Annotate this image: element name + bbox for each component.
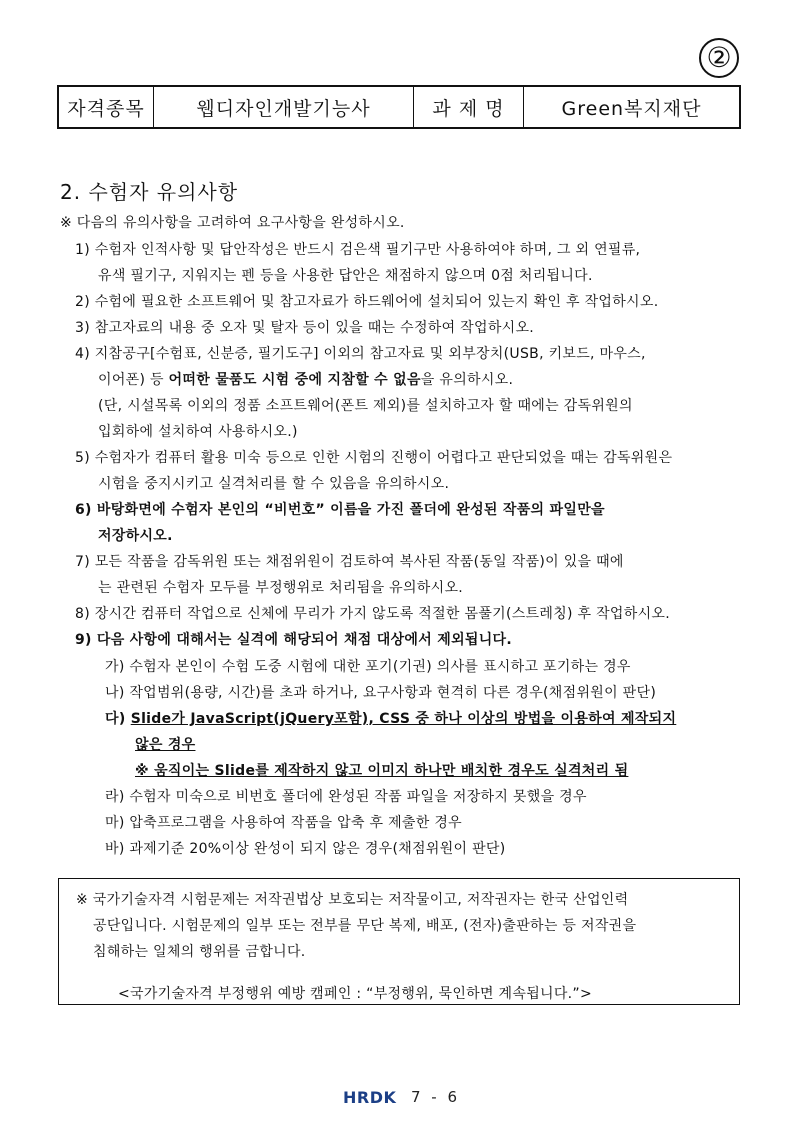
item-5-line-2: 시험을 중지시키고 실격처리를 할 수 있음을 유의하시오. <box>98 476 450 492</box>
qualification-value: 웹디자인개발기능사 <box>154 87 414 127</box>
item-4-emphasis: 어떠한 물품도 시험 중에 지참할 수 없음 <box>168 372 421 388</box>
section-title: 2. 수험자 유의사항 <box>60 180 239 204</box>
exam-info-table <box>57 85 741 129</box>
item-9-da-line-1 <box>105 708 676 728</box>
item-4-line-2-start: 이어폰) 등 <box>98 372 169 388</box>
item-6-line-2: 저장하시오. <box>98 528 173 544</box>
hrdk-logo: HRDK <box>343 1088 397 1107</box>
item-9-ma: 마) 압축프로그램을 사용하여 작품을 압축 후 제출한 경우 <box>105 815 462 831</box>
item-4-line-1: 4) 지참공구[수험표, 신분증, 필기도구] 이외의 참고자료 및 외부장치(USB, 키보드, 마우스, <box>75 346 646 362</box>
item-4-line-2-end: 을 유의하시오. <box>420 372 514 388</box>
notice-line-3: 침해하는 일체의 행위를 금합니다. <box>93 944 306 960</box>
intro-note: ※ 다음의 유의사항을 고려하여 요구사항을 완성하시오. <box>60 215 405 231</box>
item-9-da-note: ※ 움직이는 Slide를 제작하지 않고 이미지 하나만 배치한 경우도 실격처리 됨 <box>135 763 629 779</box>
item-9-na: 나) 작업범위(용량, 시간)를 초과 하거나, 요구사항과 현격히 다른 경우(채점위원이 판단) <box>105 685 657 701</box>
item-5-line-1: 5) 수험자가 컴퓨터 활용 미숙 등으로 인한 시험의 진행이 어렵다고 판단되었을 때는 감독위원은 <box>75 450 673 466</box>
item-7-line-2: 는 관련된 수험자 모두를 부정행위로 처리됨을 유의하시오. <box>98 580 464 596</box>
notice-campaign: <국가기술자격 부정행위 예방 캠페인 : “부정행위, 묵인하면 계속됩니다.”> <box>118 986 593 1002</box>
item-9-ga: 가) 수험자 본인이 수험 도중 시험에 대한 포기(기권) 의사를 표시하고 포기하는 경우 <box>105 659 631 675</box>
task-label: 과 제 명 <box>414 87 524 127</box>
item-9-ba: 바) 과제기준 20%이상 완성이 되지 않은 경우(채점위원이 판단) <box>105 841 506 857</box>
item-9-ra: 라) 수험자 미숙으로 비번호 폴더에 완성된 작품 파일을 저장하지 못했을 경우 <box>105 789 587 805</box>
item-4-line-3: (단, 시설목록 이외의 정품 소프트웨어(폰트 제외)를 설치하고자 할 때에는 감독위원의 <box>98 398 633 414</box>
item-2: 2) 수험에 필요한 소프트웨어 및 참고자료가 하드웨어에 설치되어 있는지 확인 후 작업하시오. <box>75 294 659 310</box>
item-6-line-1: 6) 바탕화면에 수험자 본인의 “비번호” 이름을 가진 폴더에 완성된 작품의 파일만을 <box>75 502 605 518</box>
item-7-line-1: 7) 모든 작품을 감독위원 또는 채점위원이 검토하여 복사된 작품(동일 작품)이 있을 때에 <box>75 554 624 570</box>
item-3: 3) 참고자료의 내용 중 오자 및 탈자 등이 있을 때는 수정하여 작업하시오. <box>75 320 535 336</box>
notice-line-1: ※ 국가기술자격 시험문제는 저작권법상 보호되는 저작물이고, 저작권자는 한국 산업인력 <box>76 892 629 908</box>
notice-line-2: 공단입니다. 시험문제의 일부 또는 전부를 무단 복제, 배포, (전자)출판하는 등 저작권을 <box>93 918 637 934</box>
task-value: Green복지재단 <box>561 97 702 120</box>
item-9-da-text: Slide가 JavaScript(jQuery포함), CSS 중 하나 이상의 방법을 이용하여 제작되지 <box>130 711 677 727</box>
qualification-label: 자격종목 <box>59 87 154 127</box>
item-1-line-1: 1) 수험자 인적사항 및 답안작성은 반드시 검은색 필기구만 사용하여야 하며, 그 외 연필류, <box>75 242 641 258</box>
page-marker: ② <box>699 38 739 78</box>
item-9-da-marker: 다) <box>105 711 131 727</box>
page-number: 7 - 6 <box>411 1088 461 1106</box>
item-9: 9) 다음 사항에 대해서는 실격에 해당되어 채점 대상에서 제외됩니다. <box>75 632 512 648</box>
item-8: 8) 장시간 컴퓨터 작업으로 신체에 무리가 가지 않도록 적절한 몸풀기(스트레칭) 후 작업하시오. <box>75 606 670 622</box>
item-9-da-line-2: 않은 경우 <box>135 737 196 753</box>
item-4-line-4: 입회하에 설치하여 사용하시오.) <box>98 424 298 440</box>
item-1-line-2: 유색 필기구, 지워지는 펜 등을 사용한 답안은 채점하지 않으며 0점 처리됩니다. <box>98 268 593 284</box>
item-4-line-2 <box>98 369 513 389</box>
